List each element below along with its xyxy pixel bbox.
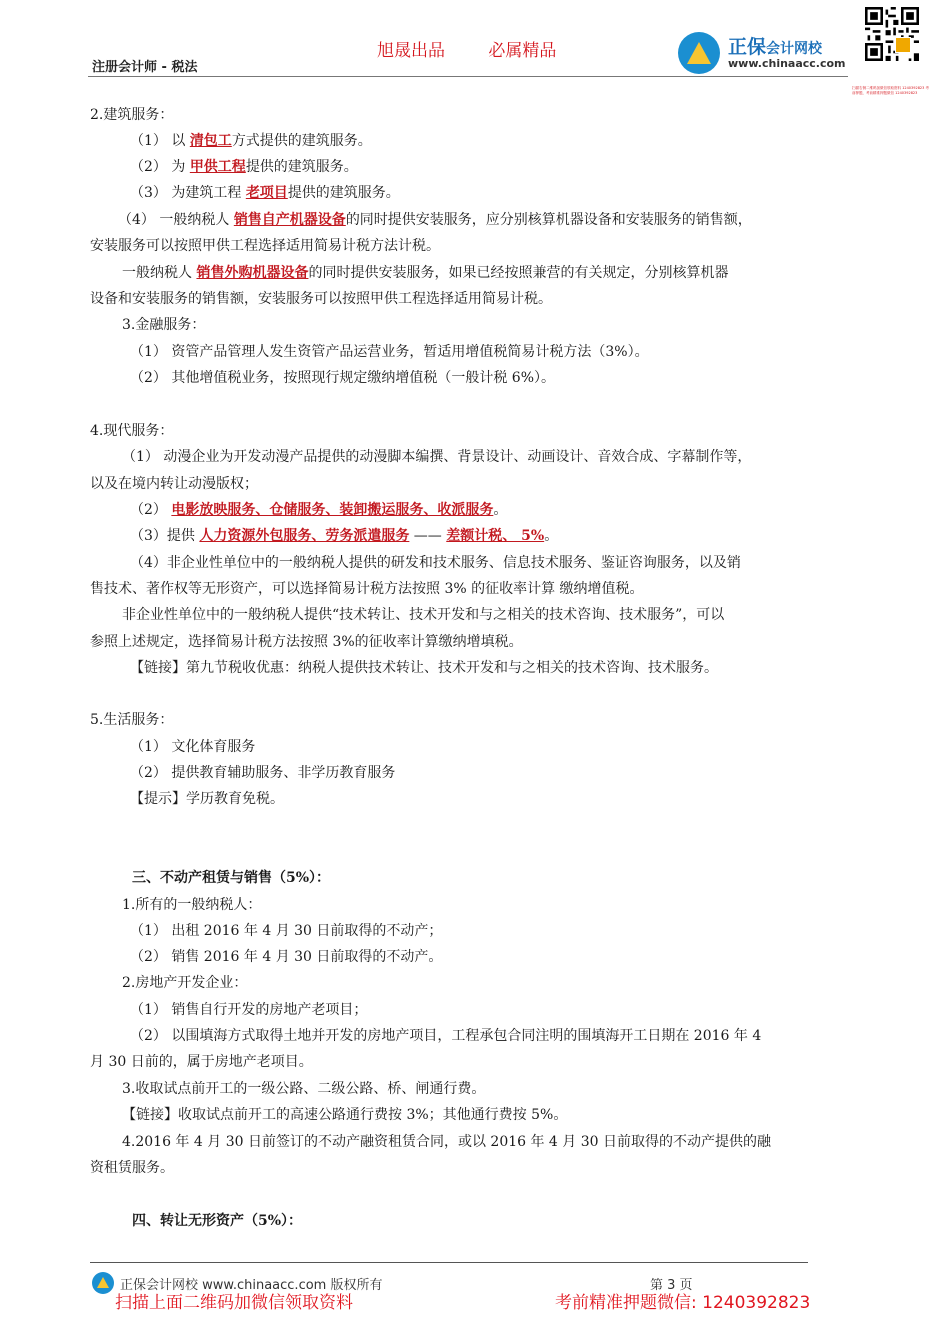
text-segment: （1） 以 bbox=[130, 133, 190, 149]
text-line bbox=[122, 1133, 771, 1151]
highlighted-term: 销售外购机器设备 bbox=[196, 265, 309, 281]
text-segment: （1） 动漫企业为开发动漫产品提供的动漫脚本编撰、背景设计、动画设计、音效合成、字幕制作等， bbox=[122, 449, 752, 465]
text-line bbox=[130, 184, 400, 202]
text-segment: 3.收取试点前开工的一级公路、二级公路、桥、闸通行费。 bbox=[122, 1081, 486, 1097]
text-segment: 资租赁服务。 bbox=[90, 1160, 174, 1176]
text-segment: 一般纳税人 bbox=[122, 265, 197, 281]
text-line bbox=[130, 554, 741, 572]
highlighted-term: 老项目 bbox=[245, 185, 288, 201]
text-line bbox=[122, 1080, 485, 1098]
text-line bbox=[130, 659, 718, 677]
text-line bbox=[122, 1106, 567, 1124]
text-line bbox=[130, 1027, 761, 1045]
text-line bbox=[132, 1212, 302, 1230]
text-segment: 的同时提供安装服务，如果已经按照兼营的有关规定，分别核算机器 bbox=[308, 265, 729, 281]
header-divider bbox=[88, 76, 848, 77]
highlighted-term: 销售自产机器设备 bbox=[233, 212, 346, 228]
text-line bbox=[122, 606, 724, 624]
text-line bbox=[122, 316, 205, 334]
text-line bbox=[122, 264, 728, 282]
logo-name: 正保会计网校 bbox=[728, 36, 823, 58]
text-segment: 方式提供的建筑服务。 bbox=[231, 133, 372, 149]
text-segment: （1） 文化体育服务 bbox=[130, 739, 256, 755]
highlighted-term: 电影放映服务、仓储服务、装卸搬运服务、收派服务 bbox=[171, 502, 494, 518]
text-line bbox=[130, 922, 442, 940]
text-segment: 3.金融服务： bbox=[122, 317, 206, 333]
text-segment: 安装服务可以按照甲供工程选择适用简易计税方法计税。 bbox=[90, 238, 440, 254]
text-line bbox=[122, 974, 247, 992]
text-segment: 。 bbox=[493, 502, 508, 518]
highlighted-term: 人力资源外包服务、劳务派遣服务 bbox=[199, 528, 410, 544]
text-segment: 的同时提供安装服务，应分别核算机器设备和安装服务的销售额， bbox=[345, 212, 752, 228]
text-line bbox=[122, 896, 261, 914]
logo-icon bbox=[678, 32, 720, 74]
text-segment: 四、转让无形资产（5%）： bbox=[132, 1213, 303, 1229]
text-segment: 。 bbox=[544, 528, 559, 544]
text-line bbox=[90, 475, 258, 493]
text-line bbox=[130, 369, 555, 387]
text-line bbox=[130, 527, 558, 545]
text-line bbox=[130, 790, 284, 808]
text-segment: 月 30 日前的，属于房地产老项目。 bbox=[90, 1054, 313, 1070]
logo-url: www.chinaacc.com bbox=[728, 57, 846, 70]
text-line bbox=[130, 764, 395, 782]
highlighted-term: 差额计税、 5% bbox=[446, 528, 545, 544]
text-segment: 售技术、著作权等无形资产，可以选择简易计税方法按照 3% 的征收率计算 缴纳增值税。 bbox=[90, 581, 644, 597]
text-segment: 4.现代服务： bbox=[90, 423, 174, 439]
text-line bbox=[90, 290, 552, 308]
text-segment: 参照上述规定，选择简易计税方法按照 3%的征收率计算缴纳增填税。 bbox=[90, 634, 523, 650]
highlighted-term: 清包工 bbox=[189, 133, 232, 149]
text-segment: 提供的建筑服务。 bbox=[245, 159, 358, 175]
text-segment: （4） 一般纳税人 bbox=[118, 212, 234, 228]
text-line bbox=[130, 1001, 367, 1019]
text-line bbox=[90, 633, 523, 651]
text-line bbox=[130, 738, 255, 756]
text-segment: 三、不动产租赁与销售（5%）： bbox=[132, 870, 331, 886]
footer-copyright: 正保会计网校 www.chinaacc.com 版权所有 bbox=[120, 1278, 383, 1293]
text-segment: （2） bbox=[130, 502, 172, 518]
qr-code-icon bbox=[862, 4, 922, 64]
slogan-right: 必属精品 bbox=[488, 41, 557, 61]
text-segment: 提供的建筑服务。 bbox=[287, 185, 400, 201]
text-segment: （1） 出租 2016 年 4 月 30 日前取得的不动产； bbox=[130, 923, 443, 939]
text-line bbox=[90, 422, 173, 440]
text-line bbox=[90, 1159, 174, 1177]
text-line bbox=[118, 211, 752, 229]
qr-caption: 扫描右侧二维码加微信领取资料 1240392823 考前押题，考前精准押题微信 1240392823 bbox=[852, 86, 929, 95]
text-segment: 4.2016 年 4 月 30 日前签订的不动产融资租赁合同，或以 2016 年 4 月 30 日前取得的不动产提供的融 bbox=[122, 1134, 772, 1150]
text-segment: （2） 提供教育辅助服务、非学历教育服务 bbox=[130, 765, 396, 781]
footer-promo-right: 考前精准押题微信: 1240392823 bbox=[555, 1293, 811, 1313]
text-line bbox=[90, 580, 644, 598]
text-segment: （4）非企业性单位中的一般纳税人提供的研发和技术服务、信息技术服务、鉴证咨询服务，以及销 bbox=[130, 555, 741, 571]
text-segment: （2） 销售 2016 年 4 月 30 日前取得的不动产。 bbox=[130, 949, 443, 965]
text-segment: 以及在境内转让动漫版权； bbox=[90, 476, 258, 492]
footer-promo-left: 扫描上面二维码加微信领取资料 bbox=[115, 1293, 353, 1313]
text-segment: （1） 销售自行开发的房地产老项目； bbox=[130, 1002, 368, 1018]
text-segment: —— bbox=[409, 528, 447, 544]
chinaacc-logo bbox=[678, 30, 858, 76]
text-segment: 1.所有的一般纳税人： bbox=[122, 897, 262, 913]
text-line bbox=[130, 948, 442, 966]
text-segment: （2） 以围填海方式取得土地并开发的房地产项目，工程承包合同注明的围填海开工日期在 2016 年 4 bbox=[130, 1028, 762, 1044]
text-segment: 【链接】收取试点前开工的高速公路通行费按 3%；其他通行费按 5%。 bbox=[122, 1107, 568, 1123]
text-segment: 【链接】第九节税收优惠：纳税人提供技术转让、技术开发和与之相关的技术咨询、技术服务。 bbox=[130, 660, 718, 676]
text-segment: 5.生活服务： bbox=[90, 712, 174, 728]
text-line bbox=[90, 106, 173, 124]
text-segment: 【提示】学历教育免税。 bbox=[130, 791, 284, 807]
text-line bbox=[130, 132, 372, 150]
text-segment: （2） 为 bbox=[130, 159, 190, 175]
page-number: 第 3 页 bbox=[650, 1278, 693, 1293]
text-line bbox=[90, 711, 173, 729]
text-segment: （1） 资管产品管理人发生资管产品运营业务，暂适用增值税简易计税方法（3%）。 bbox=[130, 344, 649, 360]
footer-logo-icon bbox=[92, 1272, 114, 1294]
text-segment: （3）提供 bbox=[130, 528, 200, 544]
text-line bbox=[90, 237, 440, 255]
text-segment: （2） 其他增值税业务，按照现行规定缴纳增值税（一般计税 6%）。 bbox=[130, 370, 556, 386]
text-segment: 2.建筑服务： bbox=[90, 107, 174, 123]
text-line bbox=[130, 501, 507, 519]
slogan-left: 旭晟出品 bbox=[377, 41, 445, 61]
text-segment: 2.房地产开发企业： bbox=[122, 975, 248, 991]
text-segment: 非企业性单位中的一般纳税人提供“技术转让、技术开发和与之相关的技术咨询、技术服务”，可以 bbox=[122, 607, 725, 623]
text-line bbox=[130, 158, 358, 176]
text-segment: 设备和安装服务的销售额，安装服务可以按照甲供工程选择适用简易计税。 bbox=[90, 291, 552, 307]
text-line bbox=[130, 343, 649, 361]
text-segment: （3） 为建筑工程 bbox=[130, 185, 246, 201]
text-line bbox=[132, 869, 330, 887]
highlighted-term: 甲供工程 bbox=[189, 159, 246, 175]
text-line bbox=[122, 448, 751, 466]
course-title: 注册会计师 - 税法 bbox=[92, 60, 198, 75]
footer-divider bbox=[90, 1262, 808, 1263]
header-slogan bbox=[377, 36, 556, 61]
text-line bbox=[90, 1053, 313, 1071]
